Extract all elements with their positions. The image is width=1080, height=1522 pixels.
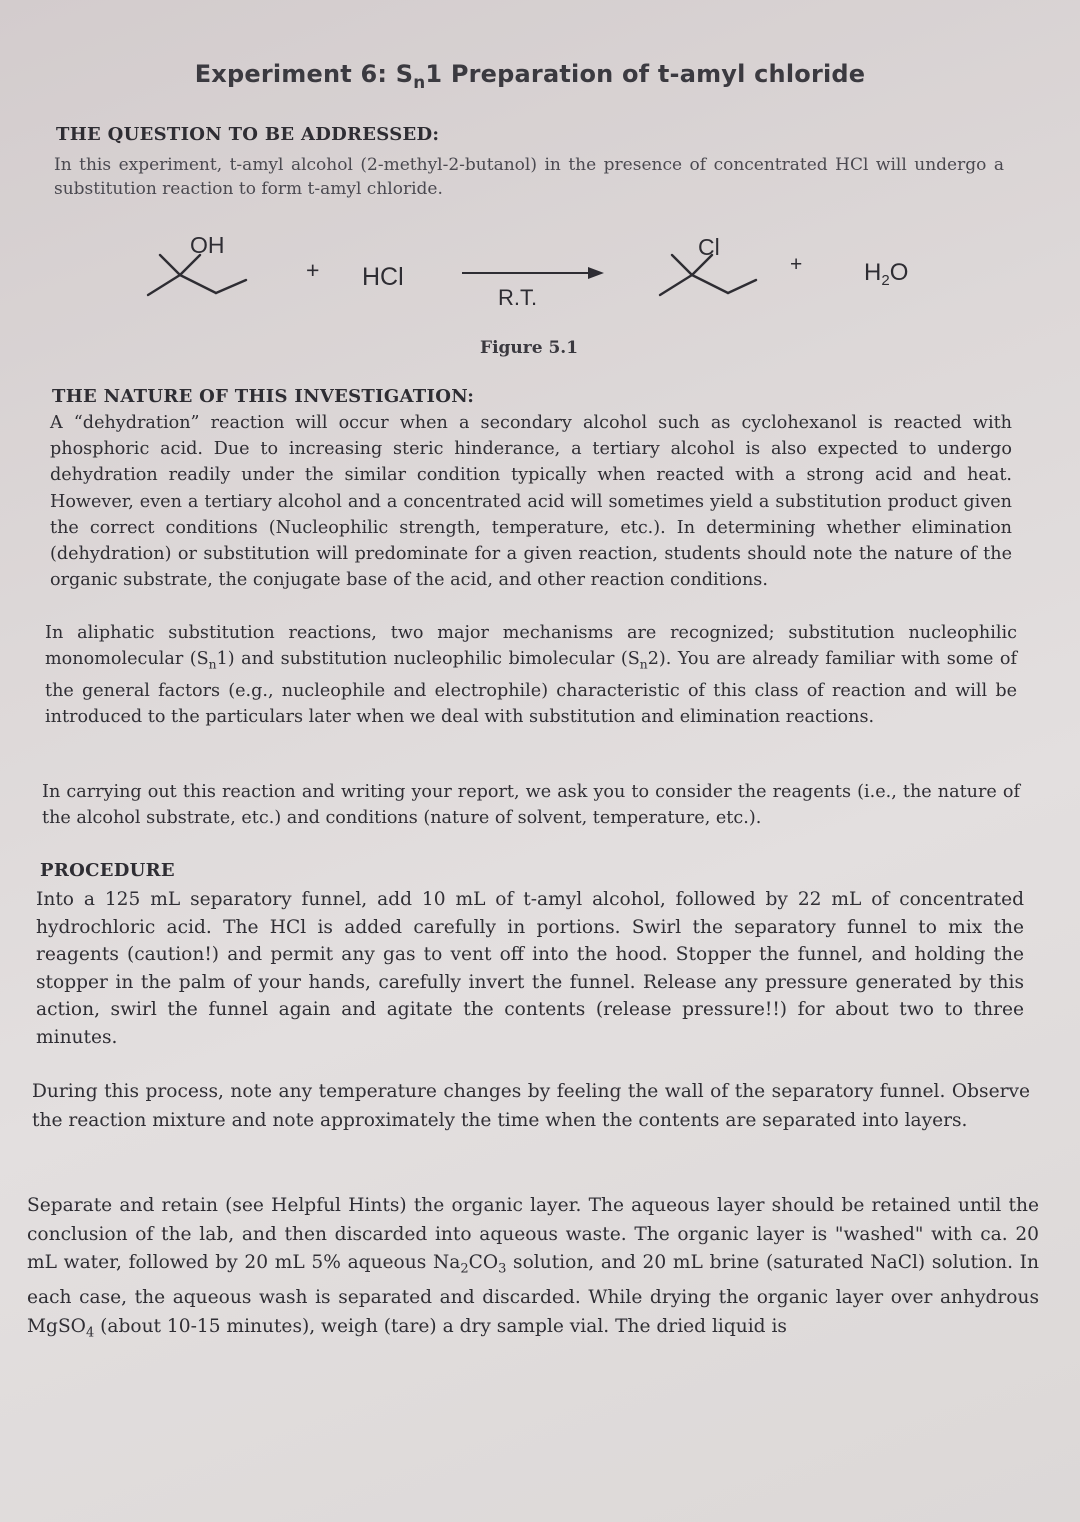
plus-sign: + <box>306 257 320 283</box>
procedure-heading: PROCEDURE <box>40 860 175 881</box>
figure-caption: Figure 5.1 <box>480 338 579 358</box>
procedure-paragraph-1: Into a 125 mL separatory funnel, add 10 mL of t-amyl alcohol, followed by 22 mL of concentrated hydrochloric acid. The HCl is added carefully in portions. Swirl the separatory funnel to mix the reagents (caution!) and permit any gas to vent off into the hood. Stopper the funnel, and holding the stopper in the palm of your hands, carefully invert the funnel. Release any pressure generated by this action, swirl the funnel again and agitate the contents (release pressure!!) for about two to three minutes. <box>36 889 1024 1048</box>
reaction-scheme <box>120 225 940 335</box>
reagent-label: HCl <box>362 263 404 291</box>
reaction-condition: R.T. <box>498 285 538 310</box>
page-title: Experiment 6: $S_n1$ Preparation of t-amyl chloride <box>194 60 866 92</box>
t-amyl-chloride-structure <box>660 255 756 295</box>
question-text: In this experiment, t-amyl alcohol (2-methyl-2-butanol) in the presence of concentrated HCl will undergo a substitution reaction to form t-amyl chloride. <box>54 155 1004 199</box>
reactant-group-label: OH <box>190 232 225 258</box>
nature-heading: THE NATURE OF THIS INVESTIGATION: <box>52 386 475 407</box>
product-group-label: Cl <box>698 234 720 260</box>
nature-paragraph-3: In carrying out this reaction and writing your report, we ask you to consider the reagents (i.e., the nature of the alcohol substrate, etc.) and conditions (nature of solvent, temperature, etc.). <box>42 782 1020 829</box>
t-amyl-alcohol-structure <box>148 255 246 295</box>
question-heading: THE QUESTION TO BE ADDRESSED: <box>56 124 440 145</box>
byproduct-label: $H_2O$ <box>864 259 909 289</box>
procedure-paragraph-2: During this process, note any temperature changes by feeling the wall of the separatory funnel. Observe the reaction mixture and note approximately the time when the contents are separated into layers. <box>32 1081 1030 1131</box>
procedure-paragraph-3: Separate and retain (see Helpful Hints) the organic layer. The aqueous layer should be retained until the conclusion of the lab, and then discarded into aqueous waste. The organic layer is "washed" with ca. 20 mL water, followed by 20 mL 5% aqueous $Na_2CO_3$ solution, and 20 mL brine (saturated NaCl) solution. In each case, the aqueous wash is separated and discarded. While drying the organic layer over anhydrous MgSO$_4$ (about 10-15 minutes), weigh (tare) a dry sample vial. The dried liquid is <box>27 1195 1039 1341</box>
nature-paragraph-2: In aliphatic substitution reactions, two major mechanisms are recognized; substitution nucleophilic monomolecular $(S_n1)$ and substitution nucleophilic bimolecular $(S_n2)$. You are already familiar with some of the general factors (e.g., nucleophile and electrophile) characteristic of this class of reaction and will be introduced to the particulars later when we deal with substitution and elimination reactions. <box>45 623 1018 728</box>
plus-sign: + <box>790 253 803 276</box>
reaction-arrow <box>462 267 604 279</box>
nature-paragraph-1: A “dehydration” reaction will occur when a secondary alcohol such as cyclohexanol is reacted with phosphoric acid. Due to increasing steric hinderance, a tertiary alcohol is also expected to undergo dehydration readily under the similar condition typically when reacted with a strong acid and heat. However, even a tertiary alcohol and a concentrated acid will sometimes yield a substitution product given the correct conditions (Nucleophilic strength, temperature, etc.). In determining whether elimination (dehydration) or substitution will predominate for a given reaction, students should note the nature of the organic substrate, the conjugate base of the acid, and other reaction conditions. <box>50 413 1012 591</box>
